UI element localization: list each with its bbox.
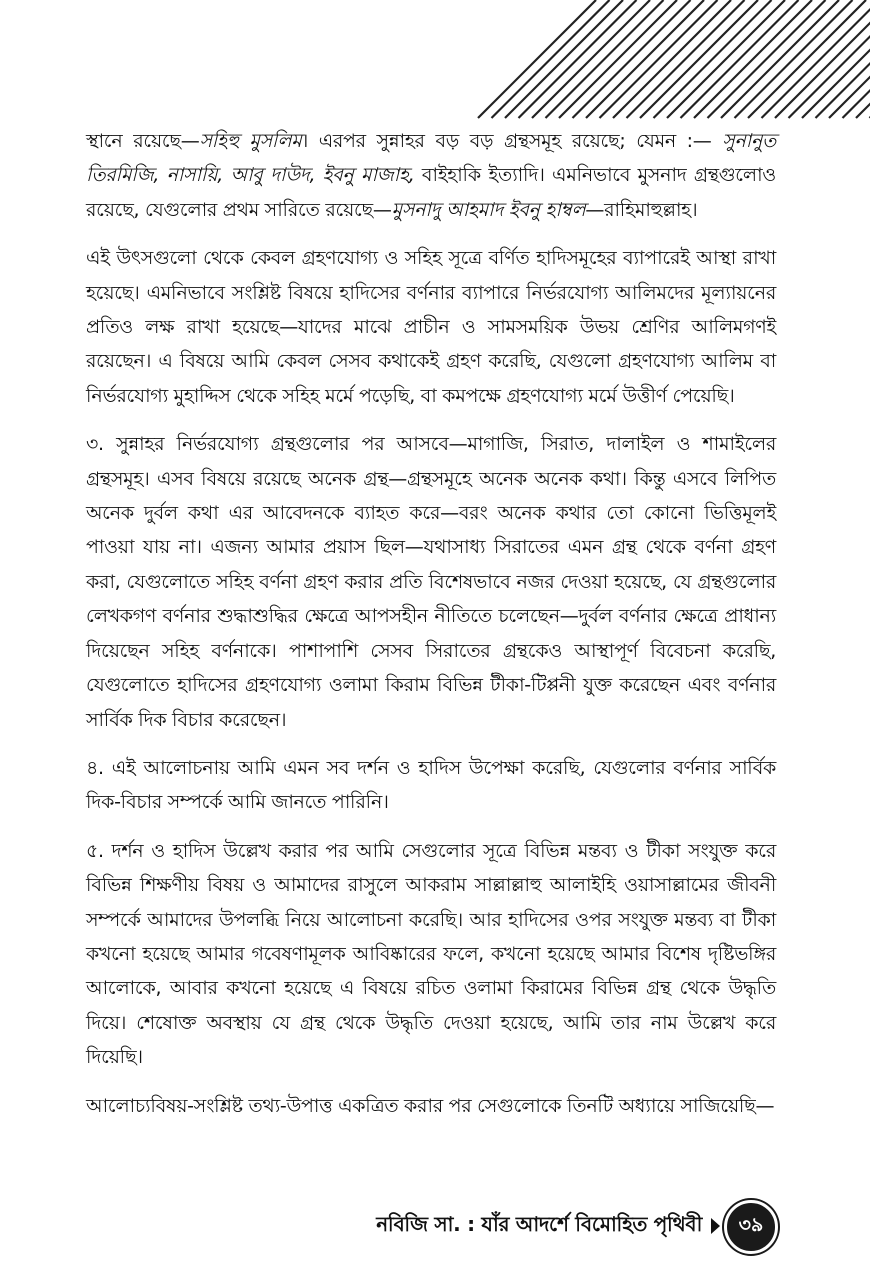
- book-title: নবিজি সা. : যাঁর আদর্শে বিমোহিত পৃথিবী: [376, 1212, 702, 1236]
- triangle-arrow-icon: [711, 1218, 720, 1234]
- paragraph-text: ৫. দর্শন ও হাদিস উল্লেখ করার পর আমি সেগুলোর সূত্রে বিভিন্ন মন্তব্য ও টীকা সংযুক্ত করে বিভিন্ন শিক্ষণীয় বিষয় ও আমাদের রাসুলে আকরাম সাল্লাল্লাহু আলাইহি ওয়াসাল্লামের জীবনী সম্পর্কে আমাদের উপলব্ধি নিয়ে আলোচনা করেছি। আর হাদিসের ওপর সংযুক্ত মন্তব্য বা টীকা কখনো হয়েছে আমার গবেষণামূলক আবিষ্কারের ফলে, কখনো হয়েছে আমার বিশেষ দৃষ্টিভঙ্গির আলোকে, আবার কখনো হয়েছে এ বিষয়ে রচিত ওলামা কিরামের বিভিন্ন গ্রন্থ থেকে উদ্ধৃতি দিয়ে। শেষোক্ত অবস্থায় যে গ্রন্থ থেকে উদ্ধৃতি দেওয়া হয়েছে, আমি তার নাম উল্লেখ করে দিয়েছি।: [86, 839, 776, 1069]
- body-paragraph: [86, 427, 776, 737]
- decorative-diagonal-stripes: [0, 0, 870, 120]
- body-paragraph: [86, 1089, 776, 1123]
- page-number-badge: ৩৯: [724, 1200, 778, 1254]
- paragraph-text: ৪. এই আলোচনায় আমি এমন সব দর্শন ও হাদিস উপেক্ষা করেছি, যেগুলোর বর্ণনার সার্বিক দিক-বিচার সম্পর্কে আমি জানতে পারিনি।: [86, 756, 776, 814]
- body-paragraph: [86, 241, 776, 413]
- stripe-line: [789, 0, 870, 118]
- page-footer: [0, 1198, 870, 1248]
- paragraph-text: । এরপর সুন্নাহর বড় বড় গ্রন্থসমূহ রয়েছে; যেমন :—: [301, 130, 723, 152]
- body-paragraph: [86, 124, 776, 227]
- book-title-reference: সুনানুত তিরমিজি, নাসায়ি, আবু দাউদ, ইবনু মাজাহ,: [86, 130, 777, 187]
- body-paragraph: [86, 834, 776, 1075]
- paragraph-text: স্থানে রয়েছে—: [86, 130, 200, 152]
- paragraph-text: —রাহিমাহুল্লাহ।: [585, 198, 698, 221]
- body-paragraph: [86, 751, 776, 820]
- paragraph-text: আলোচ্যবিষয়-সংশ্লিষ্ট তথ্য-উপাত্ত একত্রিত করার পর সেগুলোকে তিনটি অধ্যায়ে সাজিয়েছি—: [86, 1094, 775, 1117]
- stripe-line: [762, 0, 870, 118]
- paragraph-text: ৩. সুন্নাহর নির্ভরযোগ্য গ্রন্থগুলোর পর আসবে—মাগাজি, সিরাত, দালাইল ও শামাইলের গ্রন্থসমূহ। এসব বিষয়ে রয়েছে অনেক গ্রন্থ—গ্রন্থসমূহে অনেক অনেক কথা। কিন্তু এসবে লিপিত অনেক দুর্বল কথা এর আবেদনকে ব্যাহত করে—বরং অনেক কথার তো কোনো ভিত্তিমূলই পাওয়া যায় না। এজন্য আমার প্রয়াস ছিল—যথাসাধ্য সিরাতের এমন গ্রন্থ থেকে বর্ণনা গ্রহণ করা, যেগুলোতে সহিহ বর্ণনা গ্রহণ করার প্রতি বিশেষভাবে নজর দেওয়া হয়েছে, যে গ্রন্থগুলোর লেখকগণ বর্ণনার শুদ্ধাশুদ্ধির ক্ষেত্রে আপসহীন নীতিতে চলেছেন—দুর্বল বর্ণনার ক্ষেত্রে প্রাধান্য দিয়েছেন সহিহ বর্ণনাকে। পাশাপাশি সেসব সিরাতের গ্রন্থকেও আস্থাপূর্ণ বিবেচনা করেছি, যেগুলোতে হাদিসের গ্রহণযোগ্য ওলামা কিরাম বিভিন্ন টীকা-টিপ্পনী যুক্ত করেছেন এবং বর্ণনার সার্বিক দিক বিচার করেছেন।: [86, 433, 776, 731]
- page-body: [86, 124, 776, 1137]
- book-title-reference: মুসনাদু আহমাদ ইবনু হাম্বল: [391, 198, 586, 221]
- paragraph-text: এই উৎসগুলো থেকে কেবল গ্রহণযোগ্য ও সহিহ সূত্রে বর্ণিত হাদিসমূহের ব্যাপারেই আস্থা রাখা হয়েছে। এমনিভাবে সংশ্লিষ্ট বিষয়ে হাদিসের বর্ণনার ব্যাপারে নির্ভরযোগ্য আলিমদের মূল্যায়নের প্রতিও লক্ষ রাখা হয়েছে—যাদের মাঝে প্রাচীন ও সামসময়িক উভয় শ্রেণির আলিমগণই রয়েছেন। এ বিষয়ে আমি কেবল সেসব কথাকেই গ্রহণ করেছি, যেগুলো গ্রহণযোগ্য আলিম বা নির্ভরযোগ্য মুহাদ্দিস থেকে সহিহ মর্মে পড়েছি, বা কমপক্ষে গ্রহণযোগ্য মর্মে উত্তীর্ণ পেয়েছি।: [86, 247, 776, 407]
- paragraph-text: বাইহাকি ইত্যাদি। এমনিভাবে মুসনাদ গ্রন্থগুলোও রয়েছে, যেগুলোর প্রথম সারিতে রয়েছে—: [86, 164, 776, 221]
- book-title-reference: সহিহু মুসলিম: [199, 130, 302, 152]
